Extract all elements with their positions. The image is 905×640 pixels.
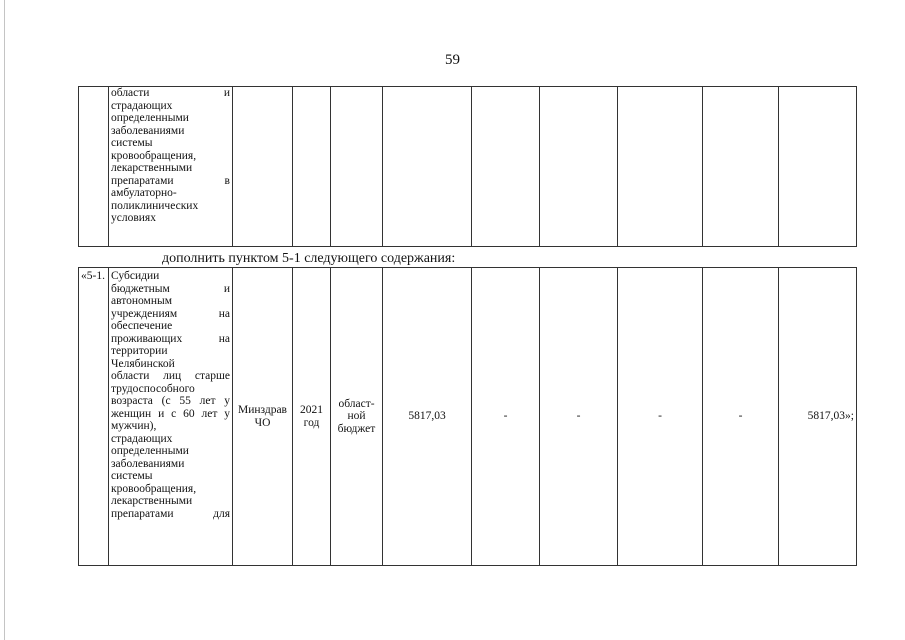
program-table-continued — [78, 86, 857, 247]
description-line: возраста (с 55 лет у — [111, 395, 230, 407]
description-line: области лиц старше — [111, 370, 230, 382]
cell-total — [779, 268, 857, 566]
description-line: заболеваниями — [111, 457, 185, 470]
cell-executor — [233, 87, 293, 247]
description-line: лекарственными — [111, 162, 193, 174]
cell-description — [109, 268, 233, 566]
program-table-new-row — [78, 267, 857, 566]
description-line: системы — [111, 470, 153, 482]
description-line: препаратами для — [111, 507, 230, 520]
description-line: кровообращения, — [111, 149, 197, 162]
amount-value: 5817,03 — [408, 410, 446, 423]
description-line: Челябинской — [111, 357, 175, 370]
cell-col-9 — [618, 87, 703, 247]
scan-edge-line — [4, 0, 5, 640]
description-line: трудоспособного — [111, 382, 195, 395]
cell-year — [293, 268, 331, 566]
cell-col-7 — [472, 87, 540, 247]
source-line-3: бюджет — [337, 422, 376, 435]
dash-value: - — [576, 410, 581, 423]
description-line: амбулаторно- — [111, 187, 177, 199]
dash-value: - — [738, 410, 743, 423]
cell-amount — [383, 268, 472, 566]
cell-number — [79, 268, 109, 566]
cell-col-9 — [618, 268, 703, 566]
description-line: проживающих на — [111, 332, 230, 345]
description-line: Субсидии — [111, 270, 160, 282]
page-number: 59 — [445, 52, 460, 68]
cell-col-8 — [540, 268, 618, 566]
cell-col-10 — [703, 87, 779, 247]
cell-number — [79, 87, 109, 247]
description-line: препаратами в — [111, 174, 230, 187]
dash-value: - — [658, 410, 662, 423]
cell-description — [109, 87, 233, 247]
cell-col-7 — [472, 268, 540, 566]
description-line: поликлинических — [111, 199, 199, 212]
executor-line-1: Минздрав — [237, 404, 287, 416]
description-text — [111, 270, 230, 520]
total-value: 5817,03»; — [807, 410, 854, 423]
dash-value: - — [503, 410, 508, 423]
description-line: женщин и с 60 лет у — [111, 407, 230, 420]
executor-line-2: ЧО — [254, 416, 271, 429]
description-line: определенными — [111, 112, 189, 124]
insert-instruction: дополнить пунктом 5-1 следующего содержания: — [162, 251, 456, 266]
description-line: территории — [111, 345, 168, 357]
description-line: заболеваниями — [111, 124, 185, 137]
description-line: обеспечение — [111, 320, 173, 332]
source-line-2: ной — [347, 410, 366, 423]
table-row — [79, 87, 857, 247]
cell-col-10 — [703, 268, 779, 566]
source-line-1: област- — [338, 397, 375, 410]
description-line: определенными — [111, 445, 189, 457]
cell-total — [779, 87, 857, 247]
description-line: лекарственными — [111, 495, 193, 507]
cell-source — [331, 268, 383, 566]
description-line: системы — [111, 137, 153, 149]
description-line: мужчин), — [111, 420, 157, 432]
description-line: бюджетным и — [111, 282, 230, 295]
row-number: «5-1. — [81, 270, 105, 282]
cell-year — [293, 87, 331, 247]
table-row — [79, 268, 857, 566]
year-line-1: 2021 — [300, 404, 323, 416]
description-line: кровообращения, — [111, 482, 197, 495]
description-line: автономным — [111, 295, 172, 307]
cell-executor — [233, 268, 293, 566]
cell-amount — [383, 87, 472, 247]
description-line: области и — [111, 87, 230, 99]
description-text — [111, 87, 230, 225]
description-line: страдающих — [111, 99, 173, 112]
cell-source — [331, 87, 383, 247]
cell-col-8 — [540, 87, 618, 247]
description-line: учреждениям на — [111, 307, 230, 320]
year-line-2: год — [303, 416, 320, 429]
description-line: страдающих — [111, 432, 173, 445]
description-line: условиях — [111, 212, 156, 224]
